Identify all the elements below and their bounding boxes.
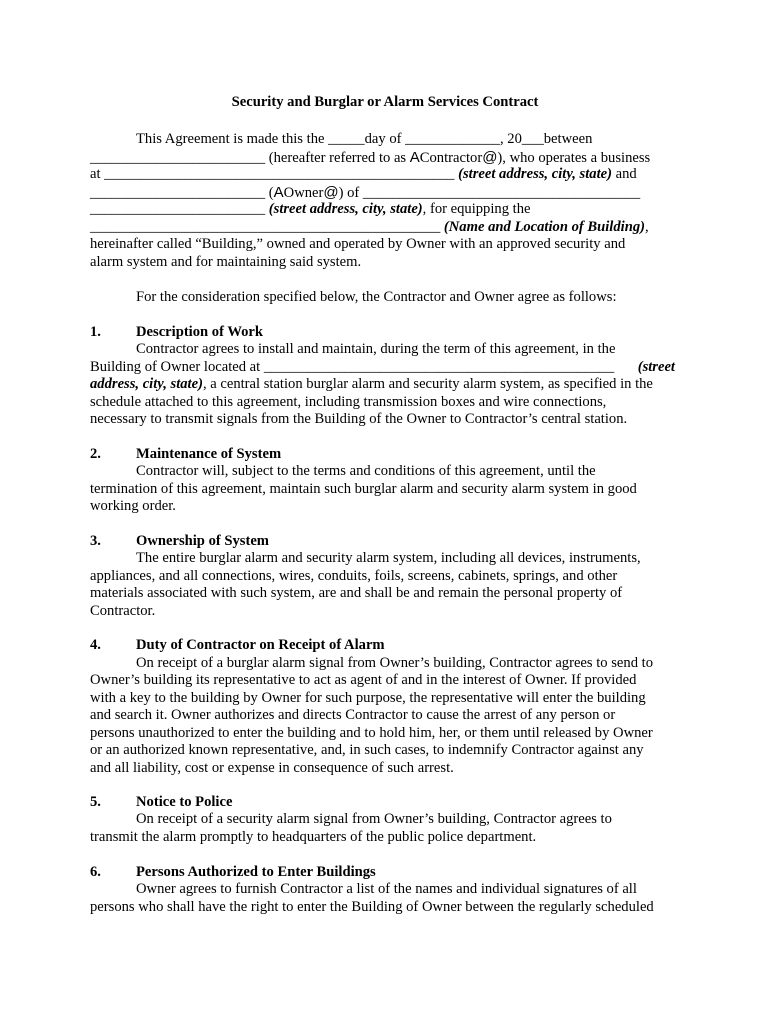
section-1-street-label: (street [637, 359, 675, 375]
intro-line-7: hereinafter called “Building,” owned and operated by Owner with an approved security and [90, 236, 626, 252]
section-4-line: On receipt of a burglar alarm signal from Owner’s building, Contractor agrees to send to [136, 655, 653, 671]
section-1-line: address, city, state), a central station burglar alarm and security alarm system, as specified in the [90, 376, 653, 392]
section-4-line: or an authorized known representative, and, in such cases, to indemnify Contractor against any [90, 742, 644, 758]
section-2-line: working order. [90, 498, 176, 514]
section-5-number: 5. [90, 794, 101, 810]
intro-line-6: ________________________________________________ (Name and Location of Building), [90, 219, 649, 235]
section-4-line: and all liability, cost or expense in consequence of such arrest. [90, 760, 454, 776]
section-1-number: 1. [90, 324, 101, 340]
intro-line-1: This Agreement is made this the _____day of _____________, 20___between [136, 131, 593, 147]
section-6-number: 6. [90, 864, 101, 880]
section-5-heading: Notice to Police [136, 794, 233, 810]
section-4-heading: Duty of Contractor on Receipt of Alarm [136, 637, 385, 653]
section-1-line: Building of Owner located at ________________________________________________ [90, 359, 618, 375]
section-1-line: Contractor agrees to install and maintain, during the term of this agreement, in the [136, 341, 616, 357]
document-title: Security and Burglar or Alarm Services Contract [231, 94, 539, 110]
section-3-line: The entire burglar alarm and security alarm system, including all devices, instruments, [136, 550, 641, 566]
section-2-number: 2. [90, 446, 101, 462]
section-6-line: persons who shall have the right to enter the Building of Owner between the regularly scheduled [90, 899, 654, 915]
section-3-line: materials associated with such system, are and shall be and remain the personal property of [90, 585, 623, 601]
intro-line-3: at ________________________________________________ (street address, city, state) and [90, 166, 637, 182]
intro-line-5: ________________________ (street address, city, state), for equipping the [90, 201, 531, 217]
section-2-line: Contractor will, subject to the terms and conditions of this agreement, until the [136, 463, 596, 479]
section-6-line: Owner agrees to furnish Contractor a list of the names and individual signatures of all [136, 881, 637, 897]
section-3-line: Contractor. [90, 603, 156, 619]
section-1-line: schedule attached to this agreement, including transmission boxes and wire connections, [90, 394, 607, 410]
section-4-line: with a key to the building by Owner for such purpose, the representative will enter the building [90, 690, 646, 706]
section-2-line: termination of this agreement, maintain such burglar alarm and security alarm system in good [90, 481, 637, 497]
section-3-line: appliances, and all connections, wires, conduits, foils, screens, cabinets, springs, and other [90, 568, 618, 584]
consideration-line: For the consideration specified below, the Contractor and Owner agree as follows: [136, 289, 617, 305]
section-1-heading: Description of Work [136, 324, 264, 340]
section-5-line: transmit the alarm promptly to headquarters of the public police department. [90, 829, 537, 845]
section-6-heading: Persons Authorized to Enter Buildings [136, 864, 376, 880]
section-2-heading: Maintenance of System [136, 446, 282, 462]
section-4-number: 4. [90, 637, 101, 653]
section-1-line: necessary to transmit signals from the Building of the Owner to Contractor’s central station. [90, 411, 628, 427]
section-4-line: and search it. Owner authorizes and directs Contractor to cause the arrest of any person or [90, 707, 616, 723]
section-5-line: On receipt of a security alarm signal from Owner’s building, Contractor agrees to [136, 811, 612, 827]
intro-line-8: alarm system and for maintaining said system. [90, 254, 362, 270]
intro-line-4: ________________________ (AOwner@) of ______________________________________ [90, 184, 641, 201]
section-4-line: persons unauthorized to enter the building and to hold him, her, or them until released by Owner [90, 725, 653, 741]
section-4-line: Owner’s building its representative to act as agent of and in the interest of Owner. If provided [90, 672, 637, 688]
section-3-heading: Ownership of System [136, 533, 269, 549]
intro-line-2: ________________________ (hereafter referred to as AContractor@), who operates a business [90, 149, 651, 166]
section-3-number: 3. [90, 533, 101, 549]
